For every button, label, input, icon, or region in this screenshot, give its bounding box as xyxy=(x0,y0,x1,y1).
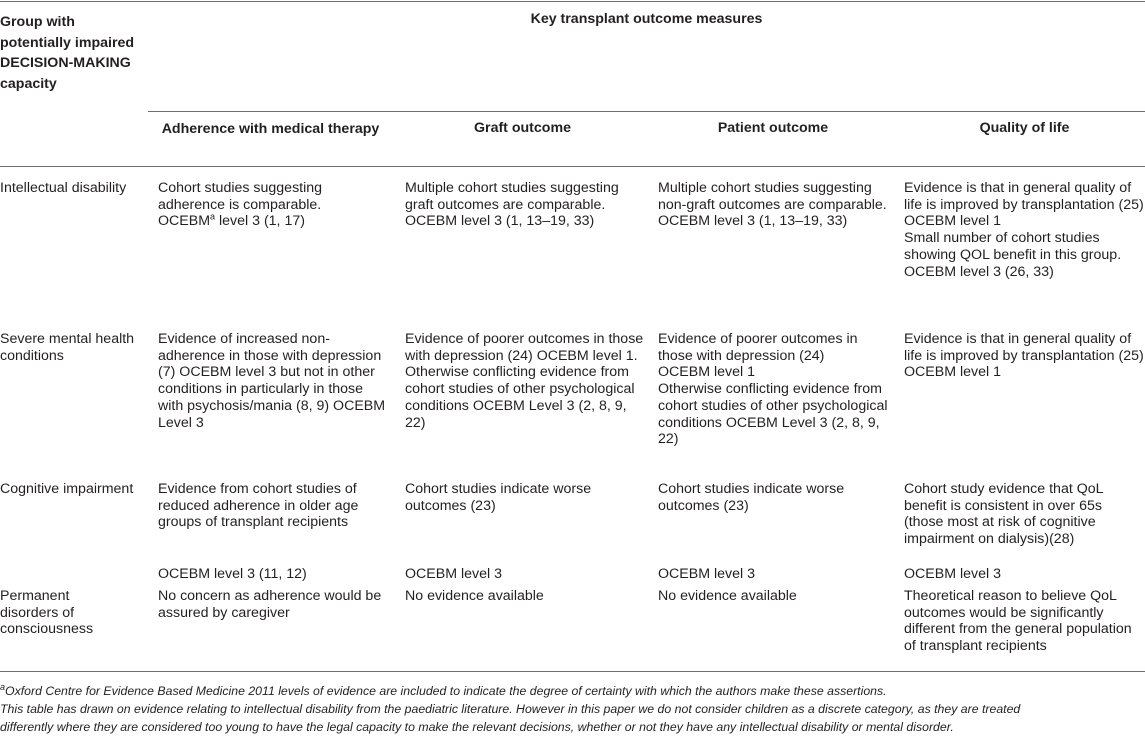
cell-text: OCEBM level 3 (26, 33) xyxy=(904,263,1054,280)
row-cognitive-qol xyxy=(904,481,1145,548)
row-intellectual-patient xyxy=(658,180,890,230)
row-mental-qol xyxy=(904,331,1145,381)
cell-text: Evidence of poorer outcomes in those with depression (24) xyxy=(658,331,858,364)
header-qol: Quality of life xyxy=(979,120,1070,136)
cell-text: Theoretical reason to believe QoL outcomes would be significantly different from the general population of transplant recipients xyxy=(904,588,1132,655)
footnote-a xyxy=(0,682,1145,700)
header-bottom-rule xyxy=(0,166,1145,167)
header-adherence: Adherence with medical therapy xyxy=(161,121,380,137)
row-intellectual-adherence xyxy=(158,180,383,230)
cell-text: Evidence is that in general quality of life is improved by transplantation (25) xyxy=(904,331,1144,364)
row-cognitive-adherence xyxy=(158,481,388,531)
table-top-rule xyxy=(0,1,1145,2)
cell-text: Multiple cohort studies suggesting graft outcomes are comparable. xyxy=(405,180,619,213)
row-cognitive-patient xyxy=(658,481,890,514)
cell-text: Multiple cohort studies suggesting non-graft outcomes are comparable. OCEBM level 3 (1, 13–19, 33) xyxy=(658,180,887,230)
cell-text: OCEBM level 1 xyxy=(658,364,755,381)
header-spanning: Key transplant outcome measures xyxy=(530,11,763,27)
cell-text: Cohort studies suggesting adherence is comparable. xyxy=(158,180,323,213)
row-mental-graft xyxy=(405,331,645,431)
row-mental-group: Severe mental health conditions xyxy=(0,331,135,364)
header-patient: Patient outcome xyxy=(717,120,829,136)
row-mental-patient xyxy=(658,331,890,448)
spanning-header-rule xyxy=(148,111,1145,112)
cell-text: No evidence available xyxy=(658,588,797,604)
row-intellectual-graft xyxy=(405,180,645,230)
cell-text: Evidence from cohort studies of reduced adherence in older age groups of transplant recipients xyxy=(158,481,359,531)
cell-text: OCEBM level 1 xyxy=(904,213,1001,230)
row-intellectual-group: Intellectual disability xyxy=(0,180,127,196)
cell-text: Otherwise conflicting evidence from cohort studies of other psychological conditions OCEBM Level 3 (2, 8, 9, 22) xyxy=(658,381,888,448)
cell-text: level 3 (1, 17) xyxy=(215,213,305,230)
row-consciousness-adherence xyxy=(158,588,388,621)
cell-text: Evidence of increased non-adherence in those with depression (7) OCEBM level 3 but not in other conditions in particularly in those with psychosis/mania (8, 9) OCEBM Level 3 xyxy=(158,331,386,431)
row-consciousness-patient xyxy=(658,588,890,605)
cell-text: OCEBM level 3 (1, 13–19, 33) xyxy=(405,213,595,230)
row-intellectual-qol xyxy=(904,180,1145,280)
cell-text: OCEBM xyxy=(158,213,211,230)
row-consciousness-graft xyxy=(405,588,645,605)
footnote-text: Oxford Centre for Evidence Based Medicine 2011 levels of evidence are included to indicate the degree of certainty with which the authors make these assertions. xyxy=(5,684,887,698)
table-footnotes xyxy=(0,682,1145,736)
footnote-note-1: This table has drawn on evidence relating to intellectual disability from the paediatric literature. However in this paper we do not consider children as a discrete category, as they are treated xyxy=(0,702,1021,716)
row-cognitive-group: Cognitive impairment xyxy=(0,481,134,497)
footnote-mark: a xyxy=(0,681,6,692)
row-consciousness-group: Permanent disorders of consciousness xyxy=(0,588,94,638)
cell-text: Cohort studies indicate worse outcomes (23) xyxy=(405,481,592,514)
cell-text: OCEBM level 1 xyxy=(904,364,1001,381)
cell-text: Evidence is that in general quality of life is improved by transplantation (25) xyxy=(904,180,1144,213)
cell-text: Cohort studies indicate worse outcomes (23) xyxy=(658,481,845,514)
row-mental-adherence xyxy=(158,331,386,431)
row-cognitive-adherence-level: OCEBM level 3 (11, 12) xyxy=(158,566,307,582)
footnote-mark: a xyxy=(210,211,216,222)
header-group: Group with potentially impaired DECISION-MAKING capacity xyxy=(0,14,135,92)
row-cognitive-qol-level: OCEBM level 3 xyxy=(904,566,1001,582)
cell-text xyxy=(158,213,383,230)
row-cognitive-graft-level: OCEBM level 3 xyxy=(405,566,502,582)
row-consciousness-qol xyxy=(904,588,1145,655)
cell-text: Evidence of poorer outcomes in those with depression (24) OCEBM level 1. Otherwise conflicting evidence from cohort studies of other psychological conditions OCEBM Level 3 (2, 8, 9, 22) xyxy=(405,331,644,431)
cell-text: Cohort study evidence that QoL benefit is consistent in over 65s (those most at risk of cognitive impairment on dialysis)(28) xyxy=(904,481,1104,548)
cell-text: No evidence available xyxy=(405,588,544,604)
cell-text: No concern as adherence would be assured by caregiver xyxy=(158,588,382,621)
row-cognitive-graft xyxy=(405,481,645,514)
table-bottom-rule xyxy=(0,671,1145,672)
header-graft: Graft outcome xyxy=(474,120,571,136)
cell-text: Small number of cohort studies showing QOL benefit in this group. xyxy=(904,230,1122,263)
footnote-note-2: differently where they are considered too young to have the legal capacity to make the relevant decisions, whether or not they have any intellectual disability or mental disorder. xyxy=(0,720,954,734)
row-cognitive-patient-level: OCEBM level 3 xyxy=(658,566,755,582)
